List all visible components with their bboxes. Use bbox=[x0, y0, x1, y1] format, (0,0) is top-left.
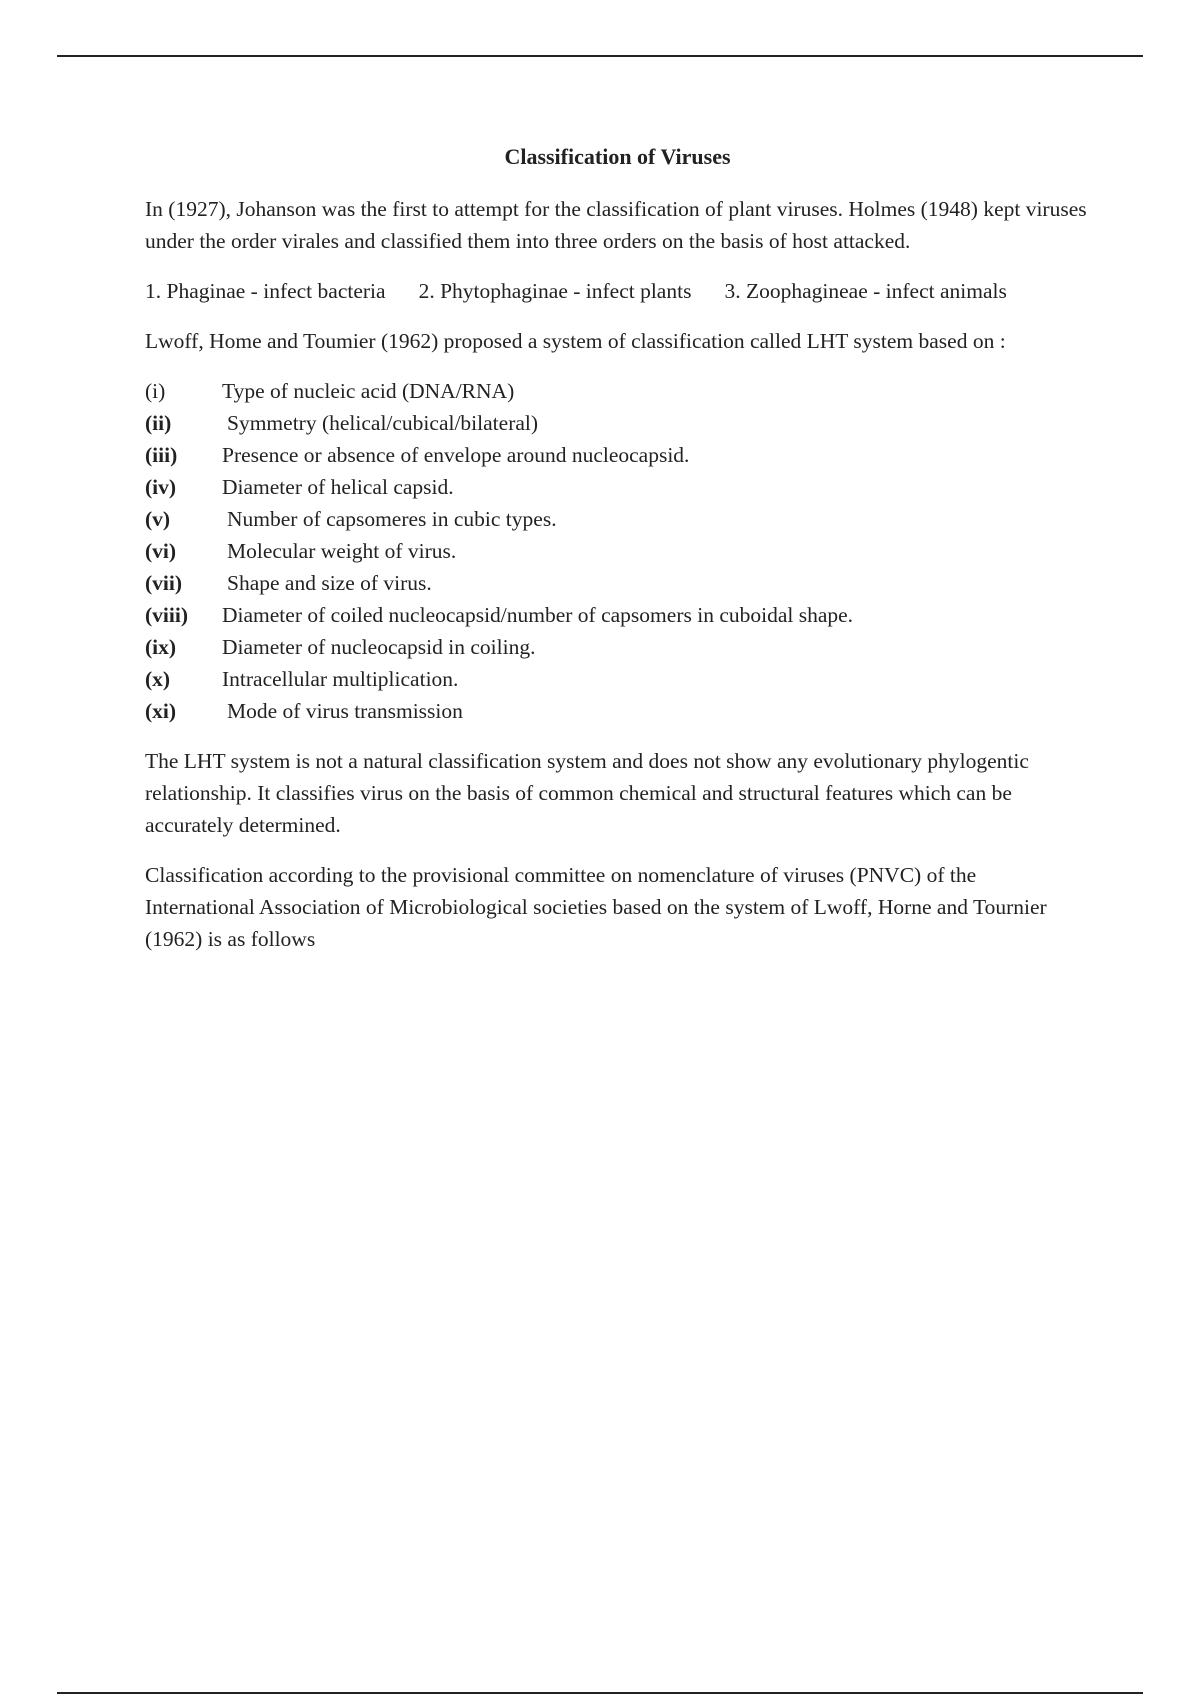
list-item-number: (x) bbox=[145, 666, 171, 691]
list-item bbox=[145, 535, 1090, 567]
list-item-text: Number of capsomeres in cubic types. bbox=[227, 506, 557, 531]
list-item-number: (vi) bbox=[145, 538, 177, 563]
list-item-number: (i) bbox=[145, 378, 166, 403]
page-title: Classification of Viruses bbox=[504, 144, 731, 169]
list-item bbox=[145, 375, 1090, 407]
lht-criteria-list bbox=[145, 375, 1090, 727]
bottom-rule bbox=[57, 1692, 1143, 1694]
list-item-text: Diameter of helical capsid. bbox=[222, 474, 454, 499]
host-orders bbox=[145, 275, 1090, 307]
list-item-text: Shape and size of virus. bbox=[227, 570, 432, 595]
list-item-number: (iv) bbox=[145, 474, 177, 499]
list-item-text: Symmetry (helical/cubical/bilateral) bbox=[227, 410, 539, 435]
order-zoophagineae: 3. Zoophagineae - infect animals bbox=[724, 278, 1007, 303]
list-item bbox=[145, 631, 1090, 663]
list-item bbox=[145, 503, 1090, 535]
list-item bbox=[145, 439, 1090, 471]
list-item-text: Mode of virus transmission bbox=[227, 698, 463, 723]
lht-note-paragraph: The LHT system is not a natural classification system and does not show any evolutionary phylogentic relationship. It classifies virus on the basis of common chemical and structural features which can be accurately determined. bbox=[145, 748, 1029, 837]
list-item-number: (xi) bbox=[145, 698, 177, 723]
list-item bbox=[145, 471, 1090, 503]
list-item bbox=[145, 599, 1090, 631]
list-item-number: (v) bbox=[145, 506, 171, 531]
list-item-number: (viii) bbox=[145, 602, 188, 627]
list-item bbox=[145, 663, 1090, 695]
list-item-text: Intracellular multiplication. bbox=[222, 666, 459, 691]
order-phaginae: 1. Phaginae - infect bacteria bbox=[145, 278, 386, 303]
list-item bbox=[145, 407, 1090, 439]
document-body bbox=[145, 143, 1090, 973]
list-item-text: Type of nucleic acid (DNA/RNA) bbox=[222, 378, 515, 403]
list-item-number: (iii) bbox=[145, 442, 178, 467]
pnvc-paragraph: Classification according to the provisional committee on nomenclature of viruses (PNVC) of the International Association of Microbiological societies based on the system of Lwoff, Horne and Tournier (1962) is as follows bbox=[145, 862, 1047, 951]
intro-paragraph: In (1927), Johanson was the first to attempt for the classification of plant viruses. Holmes (1948) kept viruses under the order virales and classified them into three orders on the basis of host attacked. bbox=[145, 196, 1087, 253]
list-item-text: Molecular weight of virus. bbox=[227, 538, 457, 563]
list-item-number: (vii) bbox=[145, 570, 183, 595]
list-item-number: (ix) bbox=[145, 634, 177, 659]
list-item-text: Diameter of coiled nucleocapsid/number of capsomers in cuboidal shape. bbox=[222, 602, 854, 627]
list-item bbox=[145, 567, 1090, 599]
lht-intro-paragraph: Lwoff, Home and Toumier (1962) proposed a system of classification called LHT system based on : bbox=[145, 328, 1006, 353]
list-item bbox=[145, 695, 1090, 727]
list-item-text: Diameter of nucleocapsid in coiling. bbox=[222, 634, 536, 659]
list-item-number: (ii) bbox=[145, 410, 172, 435]
order-phytophaginae: 2. Phytophaginae - infect plants bbox=[418, 278, 692, 303]
list-item-text: Presence or absence of envelope around nucleocapsid. bbox=[222, 442, 690, 467]
top-rule bbox=[57, 55, 1143, 57]
